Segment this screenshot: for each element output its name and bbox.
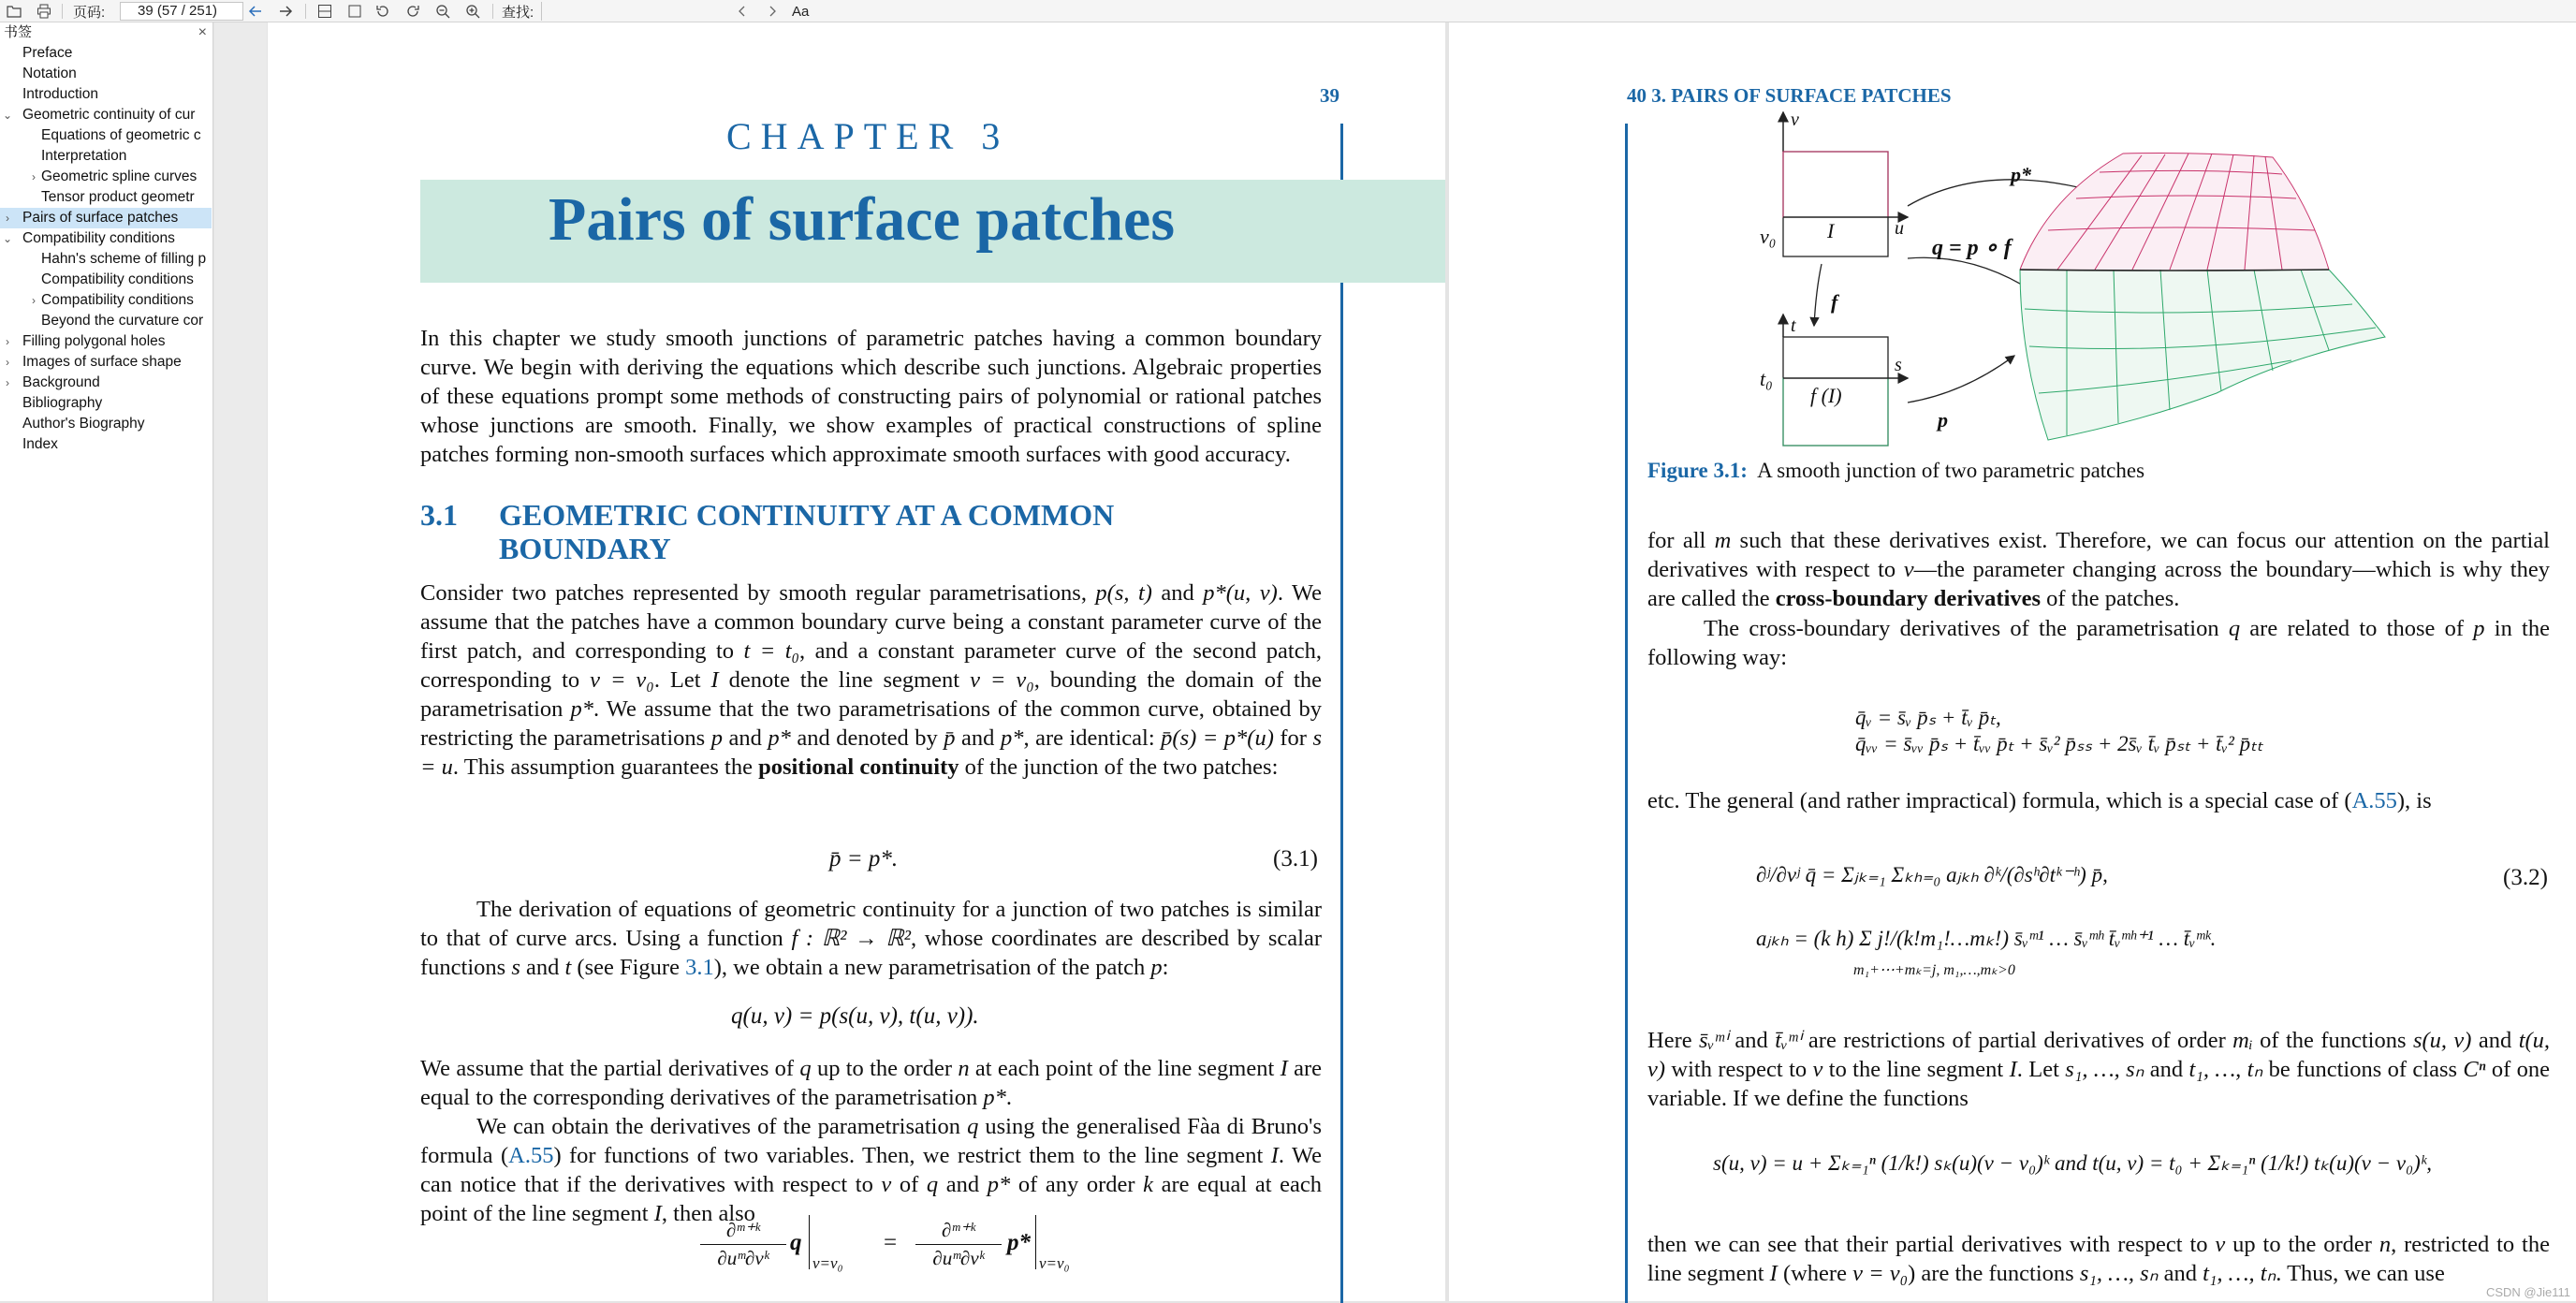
bookmark-item[interactable] — [0, 290, 212, 311]
fig-label: p — [1938, 408, 1948, 432]
equation-derivative: ∂ᵐ⁺ᵏ ∂uᵐ∂vᵏ q v=v₀ = ∂ᵐ⁺ᵏ ∂uᵐ∂vᵏ p* v=v₀ — [700, 1219, 1206, 1294]
bookmark-label: Equations of geometric c — [41, 127, 201, 143]
bookmark-label: Index — [22, 436, 58, 452]
page-40 — [1449, 22, 2576, 1301]
bookmark-label: Compatibility conditions — [41, 292, 194, 308]
equation-3-2-sum-range: m₁+⋯+mₖ=j, m₁,…,mₖ>0 — [1853, 962, 2015, 978]
open-file-icon[interactable] — [6, 0, 22, 22]
bookmark-label: Bibliography — [22, 395, 103, 411]
bookmark-label: Filling polygonal holes — [22, 333, 166, 349]
fit-page-icon[interactable] — [346, 0, 363, 22]
intro-paragraph: In this chapter we study smooth junctions of parametric patches having a common boundary curve. We begin with deriving the equations which describe such junctions. Algebraic properties of these equations prompt some methods of constructing pairs of polynomial or rational patches whose junctions are smooth. Finally, we show examples of practical constructions of spline patches forming non-smooth surfaces which approximate smooth surfaces with good accuracy. — [420, 326, 1322, 467]
bookmark-item[interactable] — [0, 331, 212, 352]
figure-caption: Figure 3.1: A smooth junction of two parametric patches — [1647, 459, 2145, 482]
equation-cross-boundary-1: q̄ᵥ = s̄ᵥ p̄ₛ + t̄ᵥ p̄ₜ, — [1855, 706, 2001, 729]
chevron-down-icon[interactable]: ⌄ — [2, 232, 13, 245]
equation-st: s(u, v) = u + Σₖ₌₁ⁿ (1/k!) sₖ(u)(v − v₀)ᵏ and t(u, v) = t₀ + Σₖ₌₁ⁿ (1/k!) tₖ(u)(v − v₀)ᵏ, — [1713, 1151, 2432, 1175]
equation-number: (3.2) — [2503, 865, 2548, 890]
figure-3-1 — [1760, 110, 2422, 459]
rotate-left-icon[interactable] — [374, 0, 391, 22]
bookmark-label: Author's Biography — [22, 416, 145, 432]
zoom-out-icon[interactable] — [434, 0, 451, 22]
bookmark-label: Tensor product geometr — [41, 189, 195, 205]
paragraph: Here s̄ᵥᵐⁱ and t̄ᵥᵐⁱ are restrictions of partial derivatives of order mᵢ of the functions s(u, v) and t(u, v) with respect to v to the line segment I. Let s₁, …, sₙ and t₁, …, tₙ be functions of class Cⁿ of one variable. If we define the functions — [1647, 1028, 2551, 1111]
equation-3-2-line-2: aⱼₖₕ = (k h) Σ j!/(k!m₁!…mₖ!) s̄ᵥᵐ¹ … s̄ᵥᵐʰ t̄ᵥᵐʰ⁺¹ … t̄ᵥᵐᵏ. — [1756, 927, 2217, 950]
fig-label: p* — [2011, 163, 2031, 186]
bookmark-label: Images of surface shape — [22, 354, 182, 370]
section-title: GEOMETRIC CONTINUITY AT A COMMON BOUNDARY — [499, 498, 1115, 565]
equation-q: q(u, v) = p(s(u, v), t(u, v)). — [731, 1003, 979, 1029]
chevron-right-icon[interactable]: › — [32, 294, 36, 307]
watermark: CSDN @Jie111 — [2485, 1285, 2570, 1299]
fig-label: f (I) — [1810, 384, 1842, 407]
chevron-right-icon[interactable]: › — [6, 376, 9, 389]
sidebar-header — [0, 22, 212, 43]
bookmark-label: Pairs of surface patches — [22, 210, 179, 226]
paragraph: for all m such that these derivatives exist. Therefore, we can focus our attention on the partial derivatives with respect to v—the parameter changing across the boundary—which is why they are called the cross-boundary derivatives of the patches. — [1647, 528, 2550, 611]
sidebar-title: 书签 — [4, 24, 33, 40]
fig-label: v — [1791, 110, 1799, 130]
formula-link[interactable]: A.55 — [508, 1143, 554, 1168]
equation-number: (3.1) — [1273, 846, 1318, 871]
zoom-in-icon[interactable] — [464, 0, 481, 22]
page-39 — [268, 22, 1445, 1301]
fig-label: t — [1791, 315, 1796, 336]
find-previous-icon[interactable] — [734, 0, 751, 22]
page-number-input[interactable]: 39 (57 / 251) — [120, 2, 243, 21]
fig-label: q = p ∘ f — [1932, 236, 2012, 260]
find-label: 查找: — [502, 4, 534, 21]
chapter-label: CHAPTER 3 — [726, 115, 1010, 157]
print-icon[interactable] — [36, 0, 52, 22]
paragraph: Consider two patches represented by smooth regular parametrisations, p(s, t) and p*(u, v). We assume that the patches have a common boundary curve being a constant parameter curve of the first patch, and corresponding to t = t₀, and a constant parameter curve of the second patch, corresponding to v = v₀. Let I denote the line segment v = v₀, bounding the domain of the parametrisation p*. We assume that the two parametrisations of the common curve, obtained by restricting the parametrisations p and p* and denoted by p̄ and p*, are identical: p̄(s) = p*(u) for s = u. This assumption guarantees the positional continuity of the junction of the two patches: — [420, 580, 1323, 780]
fig-label: I — [1827, 219, 1835, 242]
find-input[interactable] — [541, 2, 719, 21]
equation-cross-boundary-2: q̄ᵥᵥ = s̄ᵥᵥ p̄ₛ + t̄ᵥᵥ p̄ₜ + s̄ᵥ² p̄ₛₛ + 2s̄ᵥ t̄ᵥ p̄ₛₜ + t̄ᵥ² p̄ₜₜ — [1855, 732, 2263, 755]
paragraph: We assume that the partial derivatives of q up to the order n at each point of the line segment I are equal to the corresponding derivatives of the parametrisation p*. — [420, 1056, 1322, 1110]
bookmark-item[interactable] — [0, 270, 212, 290]
bookmark-item[interactable] — [0, 125, 212, 146]
bookmark-item[interactable] — [0, 393, 212, 414]
paragraph: The derivation of equations of geometric continuity for a junction of two patches is similar to that of curve arcs. Using a function f : ℝ² → ℝ², whose coordinates are described by scalar functions s and t (see Figure 3.1), we obtain a new parametrisation of the patch p: — [420, 897, 1323, 980]
fig-label: u — [1895, 218, 1904, 239]
match-case-button[interactable]: Aa — [792, 3, 810, 20]
bookmark-item[interactable] — [0, 434, 212, 455]
bookmark-label: Compatibility conditions — [22, 230, 175, 246]
section-number: 3.1 — [420, 498, 458, 532]
chevron-down-icon[interactable]: ⌄ — [2, 109, 13, 122]
paragraph: We can obtain the derivatives of the parametrisation q using the generalised Fàa di Bruno's formula (A.55) for functions of two variables. Then, we restrict them to the line segment I. We can notice that if the derivatives with respect to v of q and p* of any order k are equal at each point of the line segment I, then also — [420, 1114, 1322, 1226]
bookmark-item[interactable] — [0, 146, 212, 167]
running-head: 40 3. PAIRS OF SURFACE PATCHES — [1627, 84, 1952, 107]
arrow-left-icon[interactable] — [247, 0, 264, 22]
paragraph: The cross-boundary derivatives of the parametrisation q are related to those of p in the following way: — [1647, 616, 2550, 670]
bookmark-item[interactable] — [0, 105, 212, 125]
bookmark-item[interactable] — [0, 228, 212, 249]
bookmark-label: Geometric continuity of cur — [22, 107, 196, 123]
page-number: 39 — [1320, 84, 1339, 107]
bookmark-item[interactable] — [0, 84, 212, 105]
arrow-right-icon[interactable] — [277, 0, 294, 22]
bookmark-item[interactable] — [0, 311, 212, 331]
bookmark-item[interactable] — [0, 249, 212, 270]
bookmark-label: Notation — [22, 66, 77, 81]
bookmark-item[interactable] — [0, 43, 212, 64]
formula-link[interactable]: A.55 — [2351, 788, 2397, 813]
bookmark-label: Hahn's scheme of filling p — [41, 251, 207, 267]
figure-link[interactable]: 3.1 — [685, 955, 714, 980]
fig-label: v₀ — [1760, 225, 1777, 248]
equation-3-1: p̄ = p*. — [829, 846, 899, 871]
bookmark-item[interactable] — [0, 208, 212, 228]
bookmark-item[interactable] — [0, 187, 212, 208]
find-next-icon[interactable] — [764, 0, 781, 22]
fig-label: s — [1895, 355, 1902, 375]
chevron-right-icon[interactable]: › — [6, 212, 9, 225]
chevron-right-icon[interactable]: › — [6, 335, 9, 348]
close-icon[interactable]: × — [198, 24, 207, 40]
bookmark-item[interactable] — [0, 414, 212, 434]
bookmark-label: Geometric spline curves — [41, 168, 198, 184]
bookmark-label: Beyond the curvature cor — [41, 313, 204, 329]
bookmark-item[interactable] — [0, 352, 212, 373]
bookmark-item[interactable] — [0, 373, 212, 393]
bookmark-label: Background — [22, 374, 100, 390]
toolbar — [0, 0, 2576, 22]
bookmark-label: Compatibility conditions — [41, 271, 194, 287]
page-label: 页码: — [73, 4, 106, 21]
bookmark-item[interactable] — [0, 64, 212, 84]
fig-label: f — [1831, 290, 1838, 314]
page-gutter — [214, 22, 267, 1301]
fig-label: t₀ — [1760, 367, 1773, 390]
rotate-right-icon[interactable] — [404, 0, 421, 22]
lower-surface — [2020, 270, 2385, 440]
fit-width-icon[interactable] — [316, 0, 333, 22]
margin-rule — [1625, 124, 1628, 1303]
bookmark-item[interactable] — [0, 167, 212, 187]
chevron-right-icon[interactable]: › — [6, 356, 9, 369]
bookmark-label: Interpretation — [41, 148, 127, 164]
bookmark-label: Preface — [22, 45, 73, 61]
bookmarks-sidebar — [0, 22, 213, 1301]
paragraph: etc. The general (and rather impractical) formula, which is a special case of (A.55), is — [1647, 788, 2432, 813]
chapter-title: Pairs of surface patches — [549, 185, 1176, 254]
bookmark-label: Introduction — [22, 86, 98, 102]
margin-rule — [1340, 124, 1343, 1303]
chevron-right-icon[interactable]: › — [32, 170, 36, 183]
upper-surface — [2020, 154, 2329, 271]
paragraph: then we can see that their partial derivatives with respect to v up to the order n, restricted to the line segment I (where v = v₀) are the functions s₁, …, sₙ and t₁, …, tₙ. Thus, we can use — [1647, 1232, 2550, 1286]
equation-3-2-line-1: ∂ʲ/∂vʲ q̄ = Σⱼₖ₌₁ Σₖₕ₌₀ aⱼₖₕ ∂ᵏ/(∂sʰ∂tᵏ⁻ʰ) p̄, — [1756, 863, 2108, 886]
